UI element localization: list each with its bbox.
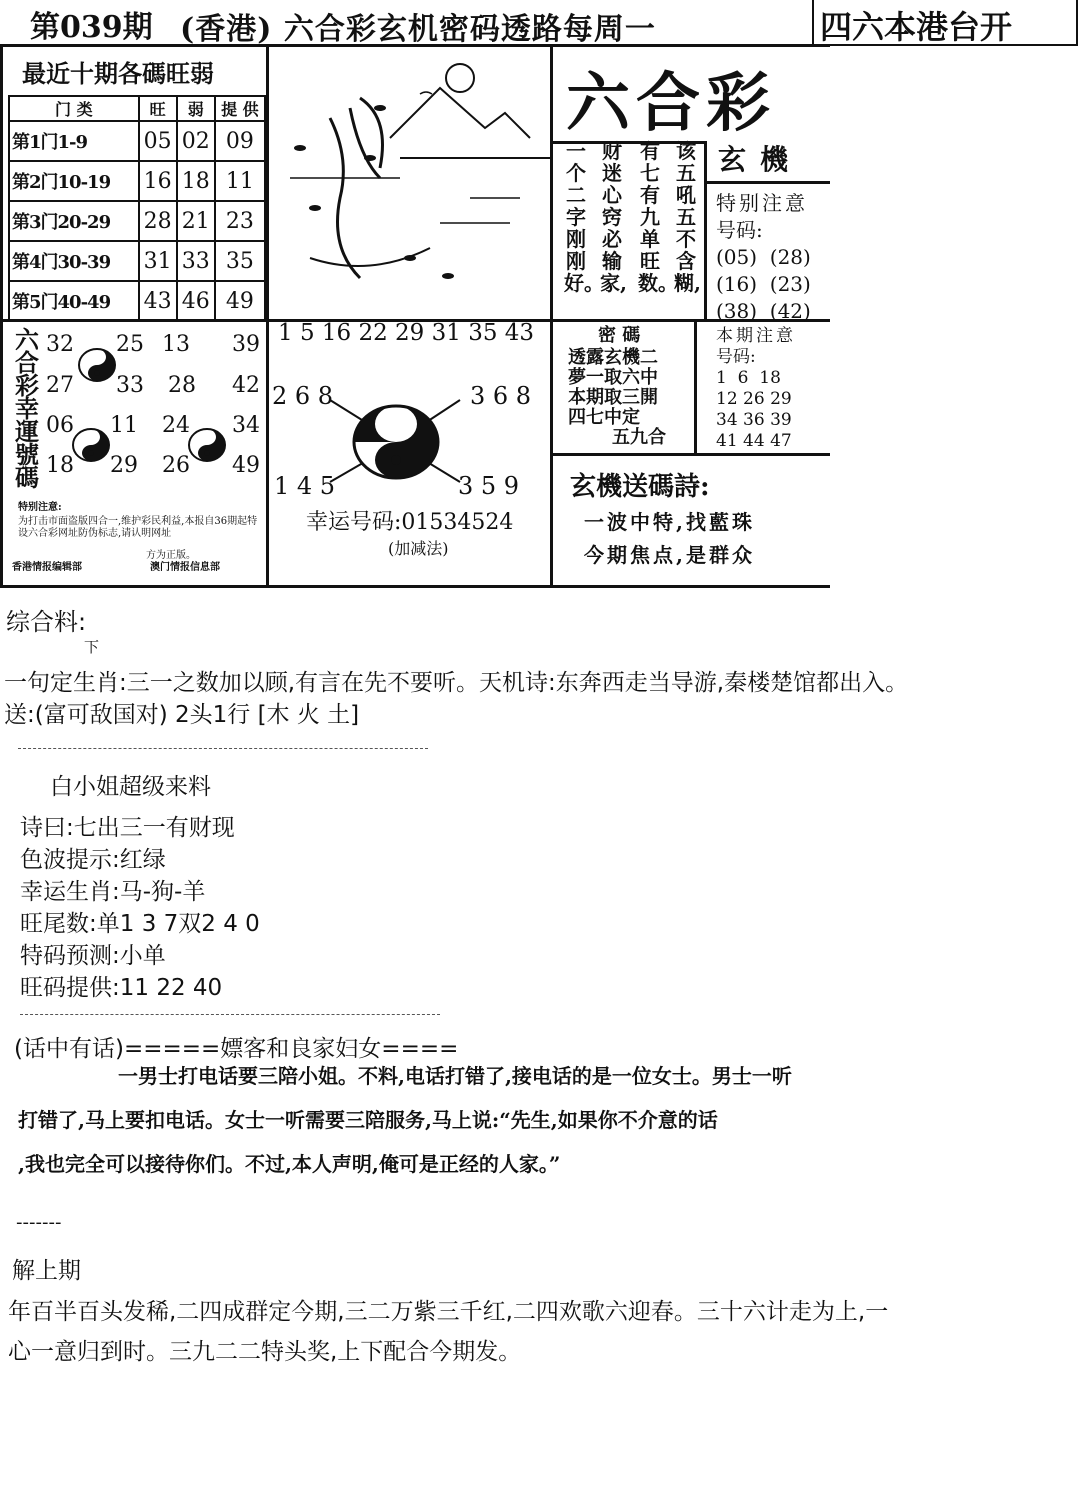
lucky-num: 06 — [46, 413, 74, 438]
yinyang-icon — [78, 348, 116, 382]
xia-label: 下 — [84, 638, 100, 656]
bai-line: 色波提示:红绿 — [20, 847, 166, 873]
lucky-num: 49 — [232, 453, 260, 478]
bai-line: 诗曰:七出三一有财现 — [20, 815, 235, 841]
zonghe-label: 综合料: — [6, 608, 87, 636]
notice-org-right: 澳门情报信息部 — [150, 562, 220, 573]
lucky-num: 34 — [232, 413, 260, 438]
issue-number: 第039期 — [30, 10, 153, 45]
jie-line: 心一意归到时。三九二二特头奖,上下配合今期发。 — [8, 1339, 522, 1365]
special-row: (05) (28) — [716, 245, 811, 269]
poem-column: 有七有九单旺数。 — [638, 139, 678, 295]
mima-line: 本期取三開 — [568, 387, 658, 408]
lucky-num: 25 — [116, 332, 144, 357]
vertical-poem — [564, 140, 704, 320]
lucky-num: 42 — [232, 373, 260, 398]
mima-line: 透露玄機二 — [568, 347, 658, 368]
story-line: 打错了,马上要扣电话。女士一听需要三陪服务,马上说:“先生,如果你不介意的话 — [18, 1108, 718, 1132]
lucky-num: 18 — [46, 453, 74, 478]
lucky-num: 33 — [116, 373, 144, 398]
benqi-label: 号码: — [716, 347, 756, 367]
notice-sub: 方为正版。 — [146, 550, 196, 561]
story-line: ,我也完全可以接待你们。不过,本人声明,俺可是正经的人家。” — [18, 1152, 561, 1176]
mima-title: 密 碼 — [598, 325, 641, 346]
special-row: (16) (23) — [716, 272, 811, 296]
bai-line: 特码预测:小单 — [20, 943, 166, 969]
mima-block — [568, 326, 666, 448]
notice-org-left: 香港情报编辑部 — [12, 562, 82, 573]
special-title: 特别注意 — [716, 191, 808, 215]
poem-column: 一个二字刚刚好。 — [564, 139, 604, 295]
table-row: 第2门10-19 16 18 11 — [9, 161, 265, 201]
lucky-num: 29 — [110, 453, 138, 478]
xuanji-title: 玄機 — [718, 143, 803, 176]
arrow-label-bottom-right: 3 5 9 — [458, 472, 520, 500]
col-header: 弱 — [177, 96, 215, 121]
lucky-num: 27 — [46, 373, 74, 398]
benqi-title: 本期注意 — [716, 326, 796, 346]
lucky-num: 26 — [162, 453, 190, 478]
jie-text — [8, 1292, 1074, 1372]
huazhong-title: (话中有话)=====嫖客和良家妇女==== — [14, 1036, 459, 1062]
lucky-num: 39 — [232, 332, 260, 357]
yinyang-icon — [188, 428, 226, 462]
header-box — [812, 0, 1078, 46]
poem-column: 该五吼五不含糊, — [674, 139, 701, 295]
bai-title: 白小姐超级来料 — [50, 774, 211, 800]
header-box-text: 四六本港台开 — [820, 8, 1013, 46]
lucky-num: 28 — [168, 373, 196, 398]
special-numbers — [716, 190, 811, 325]
lucky-num: 32 — [46, 332, 74, 357]
story — [18, 1054, 1068, 1186]
mima-line: 夢一取六中 — [568, 367, 658, 388]
arrow-label-top-left: 2 6 8 — [272, 382, 334, 410]
lucky-code: 幸运号码:01534524 — [306, 510, 514, 535]
divider — [18, 748, 428, 750]
xj-poem — [584, 506, 755, 572]
jie-title: 解上期 — [12, 1258, 81, 1284]
mima-line: 五九合 — [612, 427, 666, 448]
center-number-line: 1 5 16 22 29 31 35 43 — [278, 320, 535, 346]
col-header: 门 类 — [9, 96, 139, 121]
add-sub-note: (加减法) — [388, 539, 449, 558]
song-line: 送:(富可敌国对) 2头1行 [木 火 土] — [4, 702, 360, 728]
benqi-block — [716, 326, 796, 452]
lucky-label: 六合彩幸運號碼 — [15, 325, 39, 492]
lhc-title: 六合彩 — [566, 66, 776, 141]
jie-line: 年百半百头发稀,二四成群定今期,三二万紫三千红,二四欢歌六迎春。三十六计走为上,一 — [8, 1299, 889, 1325]
bai-line: 幸运生肖:马-狗-羊 — [20, 879, 206, 905]
col-header: 提 供 — [215, 96, 265, 121]
yinyang-icon — [72, 428, 110, 462]
benqi-row: 41 44 47 — [716, 431, 792, 451]
strength-table — [8, 95, 266, 322]
arrow-label-top-right: 3 6 8 — [470, 382, 532, 410]
poem-column: 财迷心窍必输家, — [600, 139, 627, 295]
lucky-num: 11 — [110, 413, 138, 438]
xj-poem-title: 玄機送碼詩: — [570, 472, 710, 502]
benqi-row: 1 6 18 — [716, 368, 781, 388]
bai-line: 旺码提供:11 22 40 — [20, 975, 223, 1001]
col-header: 旺 — [139, 96, 177, 121]
divider — [20, 1014, 440, 1015]
table-row: 第1门1-9 05 02 09 — [9, 121, 265, 161]
landscape-illustration — [270, 58, 550, 320]
arrow-label-bottom-left: 1 4 5 — [274, 472, 336, 500]
benqi-row: 34 36 39 — [716, 410, 792, 430]
table-row: 第3门20-29 28 21 23 — [9, 201, 265, 241]
mima-line: 四七中定 — [568, 407, 640, 428]
special-label: 号码: — [716, 218, 763, 242]
big-yinyang-icon — [300, 390, 490, 490]
lucky-num: 24 — [162, 413, 190, 438]
short-dash: ------- — [16, 1212, 62, 1233]
benqi-row: 12 26 29 — [716, 389, 792, 409]
table-row: 第5门40-49 43 46 49 — [9, 281, 265, 321]
notice-title: 特别注意: — [18, 502, 62, 513]
page-title: (香港) 六合彩玄机密码透路每周一 — [180, 12, 656, 47]
story-line: 一男士打电话要三陪小姐。不料,电话打错了,接电话的是一位女士。男士一听 — [118, 1064, 792, 1088]
table-title: 最近十期各碼旺弱 — [22, 59, 214, 88]
xj-poem-line: 今期焦点,是群众 — [584, 543, 755, 567]
bai-list — [20, 812, 260, 1004]
table-row: 第4门30-39 31 33 35 — [9, 241, 265, 281]
xj-poem-line: 一波中特,找藍珠 — [584, 510, 755, 534]
yiju-line: 一句定生肖:三一之数加以顾,有言在先不要听。天机诗:东奔西走当导游,秦楼楚馆都出入。 — [4, 670, 909, 696]
bai-line: 旺尾数:单1 3 7双2 4 0 — [20, 911, 260, 937]
lucky-num: 13 — [162, 332, 190, 357]
notice-body: 为打击市面盗版四合一,维护彩民利益,本报自36期起特设六合彩网址防伪标志,请认明网址 — [18, 516, 258, 539]
special-row: (38) (42) — [716, 299, 811, 323]
